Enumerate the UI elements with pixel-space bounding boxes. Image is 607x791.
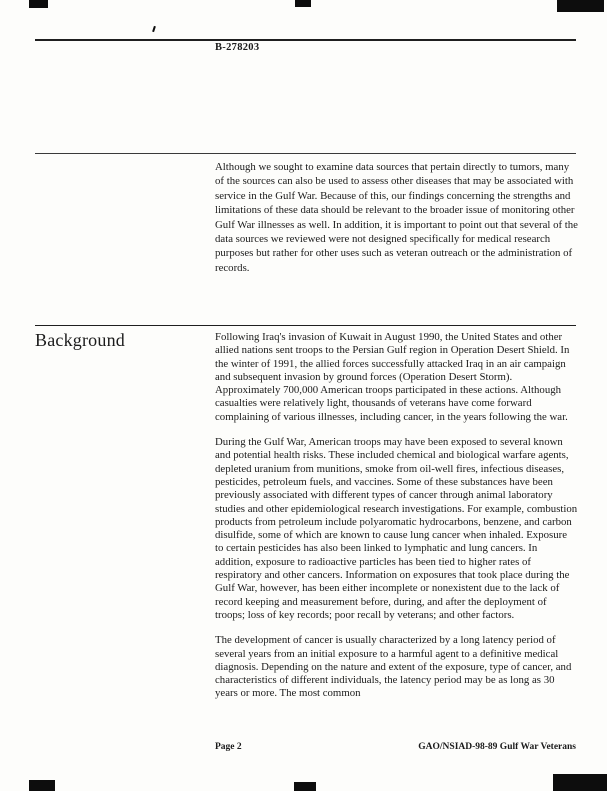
scan-artifact-top-left [29, 0, 48, 8]
intro-paragraph: Although we sought to examine data sources that pertain directly to tumors, many of the sources can also be used to assess other diseases that may be associated with service in the Gulf War. Because of this, our findings concerning the strengths and limitations of these data should be relevant to the broader issue of monitoring other Gulf War illnesses as well. In addition, it is important to point out that several of the data sources we reviewed were not designed specifically for medical research purposes but rather for other uses such as veteran outreach or the administration of records. [215, 161, 578, 274]
document-reference: B-278203 [215, 42, 260, 53]
background-paragraph-1: Following Iraq's invasion of Kuwait in August 1990, the United States and other allied nations sent troops to the Persian Gulf region in Operation Desert Shield. In the winter of 1991, the allied forces successfully attacked Iraq in an air campaign and subsequent invasion by ground forces (Operation Desert Storm). Approximately 700,000 American troops participated in these actions. Although casualties were relatively light, thousands of veterans have come forward complaining of various illnesses, including cancer, in the years following the war. [215, 331, 570, 423]
scan-artifact-top-right [557, 0, 604, 12]
background-paragraph-3: The development of cancer is usually characterized by a long latency period of several years from an initial exposure to a harmful agent to a definitive medical diagnosis. Depending on the nature and extent of the exposure, type of cancer, and characteristics of different individuals, the latency period may be as long as 30 years or more. The most common [215, 634, 572, 700]
footer-page-number: Page 2 [215, 742, 242, 752]
footer-report-id: GAO/NSIAD-98-89 Gulf War Veterans [418, 742, 576, 752]
background-heading: Background [35, 330, 125, 350]
scan-artifact-speck [152, 26, 156, 32]
header-rule [35, 39, 576, 41]
background-section-rule [35, 325, 576, 326]
scan-artifact-bottom-left [29, 780, 55, 791]
section-divider-rule [35, 153, 576, 154]
background-body [215, 331, 578, 701]
background-paragraph-2: During the Gulf War, American troops may have been exposed to several known and potential health risks. These included chemical and biological warfare agents, depleted uranium from munitions, smoke from oil-well fires, infectious diseases, pesticides, petroleum fuels, and vaccines. Some of these substances have been previously associated with different types of cancer through animal laboratory studies and other epidemiological research investigations. For example, combustion products from petroleum include polyaromatic hydrocarbons, benzene, and carbon disulfide, some of which are known to cause lung cancer when inhaled. Exposure to certain pesticides has also been linked to lymphatic and lung cancers. In addition, exposure to radioactive particles has been tied to higher rates of respiratory and other cancers. Information on exposures that took place during the Gulf War, however, has been either incomplete or nonexistent due to the lack of record keeping and measurement before, during, and after the deployment of troops; loss of key records; poor recall by veterans; and other factors. [215, 436, 578, 621]
scan-artifact-bottom-center [294, 782, 316, 791]
scan-artifact-bottom-right [553, 774, 607, 791]
scan-artifact-top-center [295, 0, 311, 7]
